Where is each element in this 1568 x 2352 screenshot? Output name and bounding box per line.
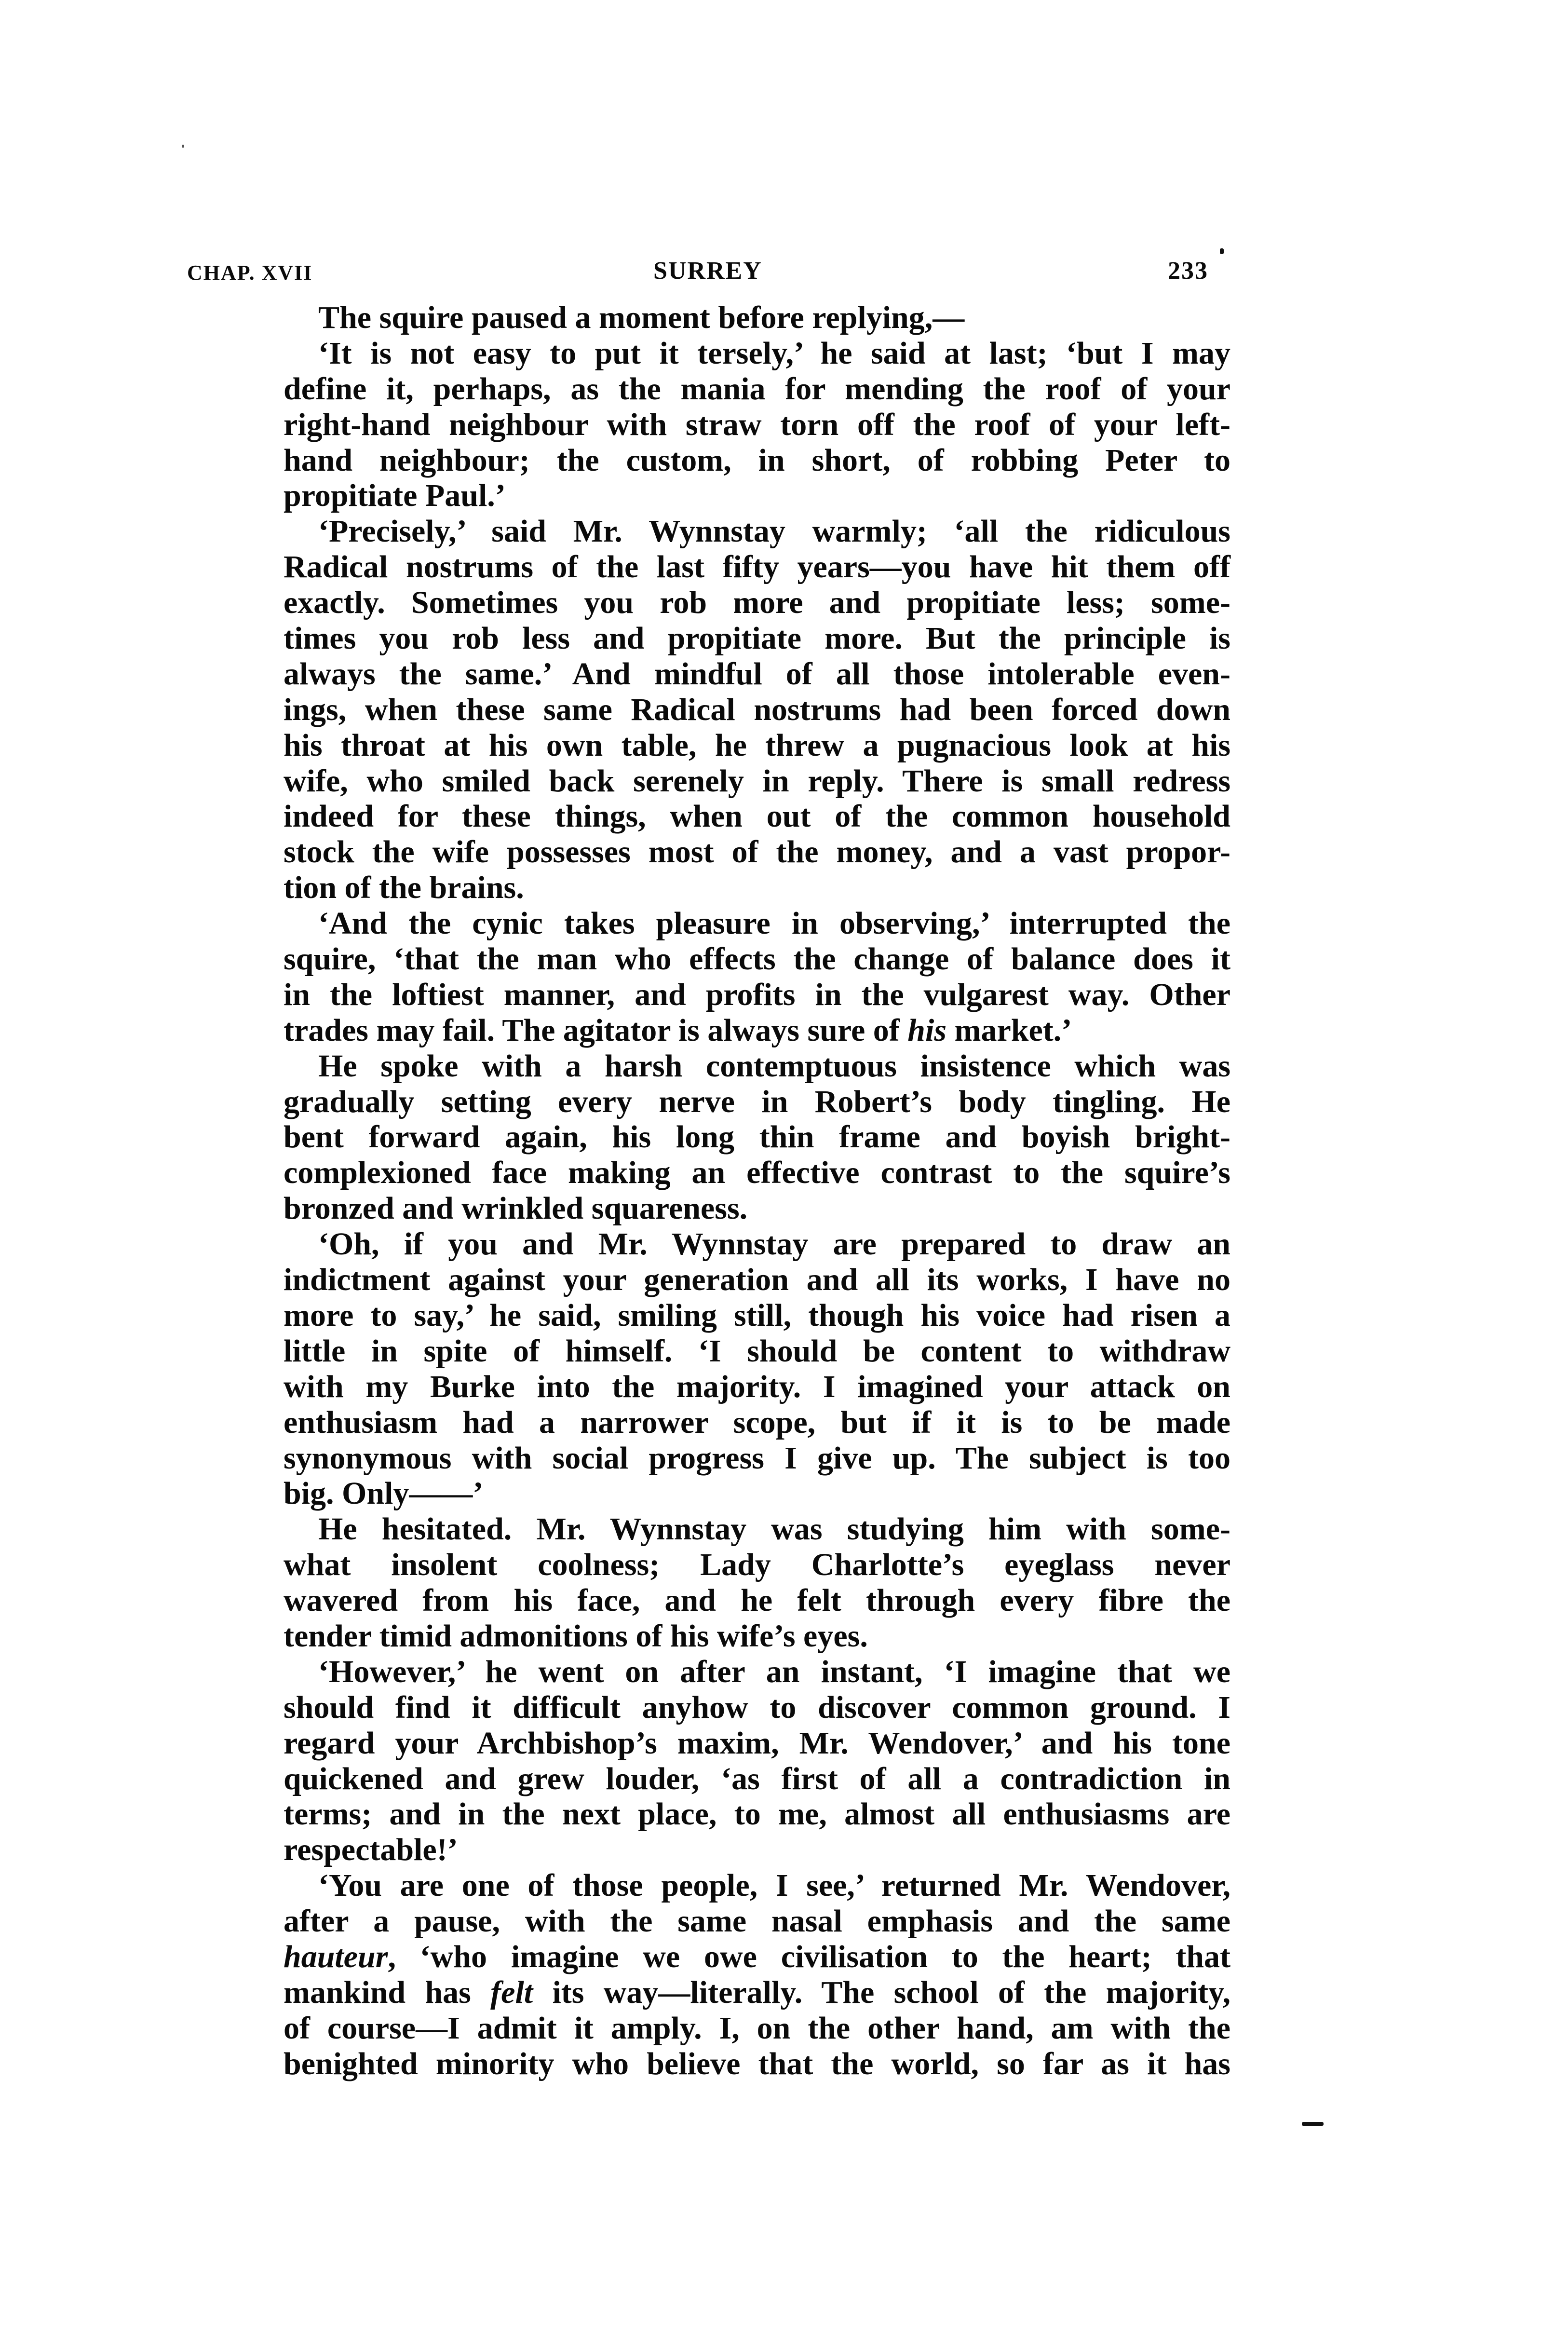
text-line: wavered from his face, and he felt through every fibre the — [284, 1583, 1230, 1618]
chapter-label: CHAP. XVII — [187, 261, 313, 285]
text-line: should find it difficult anyhow to discover common ground. I — [284, 1689, 1230, 1725]
text-line: regard your Archbishop’s maxim, Mr. Wendover,’ and his tone — [284, 1725, 1230, 1761]
scan-dash-mark — [1302, 2122, 1324, 2126]
italic-text: felt — [490, 1974, 533, 2010]
scan-speck — [1220, 248, 1224, 254]
text-line — [284, 1013, 1230, 1048]
text-line: in the loftiest manner, and profits in the vulgarest way. Other — [284, 977, 1230, 1012]
body-text — [284, 300, 1230, 2082]
text-line: respectable!’ — [284, 1832, 458, 1868]
paragraph-first-line: ‘And the cynic takes pleasure in observing,’ interrupted the — [318, 906, 1230, 941]
text-line: define it, perhaps, as the mania for mending the roof of your — [284, 371, 1230, 407]
text-line: benighted minority who believe that the world, so far as it has — [284, 2046, 1230, 2081]
text-line: stock the wife possesses most of the money, and a vast propor- — [284, 834, 1230, 870]
text-line: exactly. Sometimes you rob more and propitiate less; some- — [284, 585, 1230, 621]
text-line: squire, ‘that the man who effects the change of balance does it — [284, 941, 1230, 977]
text-line: with my Burke into the majority. I imagined your attack on — [284, 1369, 1230, 1404]
text-line: always the same.’ And mindful of all those intolerable even- — [284, 656, 1230, 692]
text-line: times you rob less and propitiate more. But the principle is — [284, 621, 1230, 656]
paragraph-first-line: ‘However,’ he went on after an instant, ‘I imagine that we — [318, 1654, 1230, 1689]
text-segment: trades may fail. The agitator is always sure of — [284, 1012, 908, 1048]
paragraph-first-line: ‘Oh, if you and Mr. Wynnstay are prepared to draw an — [318, 1226, 1230, 1262]
paragraph-first-line: He spoke with a harsh contemptuous insistence which was — [318, 1048, 1230, 1084]
text-line: bent forward again, his long thin frame and boyish bright- — [284, 1119, 1230, 1155]
running-title: SURREY — [653, 257, 762, 285]
italic-text: hauteur — [284, 1939, 388, 1974]
page-number: 233 — [1168, 257, 1208, 285]
text-line: complexioned face making an effective contrast to the squire’s — [284, 1155, 1230, 1191]
text-line: bronzed and wrinkled squareness. — [284, 1191, 748, 1226]
text-line — [284, 1939, 1230, 1975]
text-line: his throat at his own table, he threw a pugnacious look at his — [284, 727, 1230, 763]
running-header — [0, 256, 1568, 289]
text-line: of course—I admit it amply. I, on the other hand, am with the — [284, 2010, 1230, 2046]
text-line: gradually setting every nerve in Robert’s body tingling. He — [284, 1084, 1230, 1119]
paragraph-first-line: ‘Precisely,’ said Mr. Wynnstay warmly; ‘all the ridiculous — [318, 514, 1230, 549]
text-line: indictment against your generation and all its works, I have no — [284, 1262, 1230, 1298]
text-line: little in spite of himself. ‘I should be content to withdraw — [284, 1333, 1230, 1369]
text-line: wife, who smiled back serenely in reply. There is small redress — [284, 763, 1230, 799]
text-line: enthusiasm had a narrower scope, but if it is to be made — [284, 1404, 1230, 1440]
paragraph-first-line: ‘You are one of those people, I see,’ returned Mr. Wendover, — [318, 1868, 1230, 1903]
paragraph-first-line: ‘It is not easy to put it tersely,’ he said at last; ‘but I may — [318, 335, 1230, 371]
text-segment: mankind has — [284, 1974, 491, 2010]
paragraph-first-line: The squire paused a moment before replying,— — [318, 300, 965, 335]
paragraph-first-line: He hesitated. Mr. Wynnstay was studying him with some- — [318, 1511, 1230, 1547]
text-line: terms; and in the next place, to me, almost all enthusiasms are — [284, 1796, 1230, 1832]
text-line: hand neighbour; the custom, in short, of robbing Peter to — [284, 442, 1230, 478]
text-segment: its way—literally. The school of the majority, — [533, 1974, 1231, 2010]
text-line: propitiate Paul.’ — [284, 478, 506, 514]
text-line: synonymous with social progress I give up. The subject is too — [284, 1440, 1230, 1476]
scan-speck — [182, 145, 184, 148]
text-line: after a pause, with the same nasal emphasis and the same — [284, 1903, 1230, 1939]
text-segment: , ‘who imagine we owe civilisation to the heart; that — [388, 1939, 1230, 1974]
italic-text: his — [907, 1012, 947, 1048]
text-line: right-hand neighbour with straw torn off the roof of your left- — [284, 407, 1230, 442]
text-line: big. Only——’ — [284, 1476, 484, 1511]
text-line: tion of the brains. — [284, 870, 524, 906]
text-line: tender timid admonitions of his wife’s eyes. — [284, 1618, 868, 1654]
text-line: ings, when these same Radical nostrums had been forced down — [284, 692, 1230, 727]
text-line: more to say,’ he said, smiling still, though his voice had risen a — [284, 1297, 1230, 1333]
text-line: what insolent coolness; Lady Charlotte’s eyeglass never — [284, 1547, 1230, 1583]
text-segment: market.’ — [946, 1012, 1072, 1048]
text-line: Radical nostrums of the last fifty years—you have hit them off — [284, 549, 1230, 585]
text-line: indeed for these things, when out of the common household — [284, 799, 1230, 834]
text-line — [284, 1975, 1230, 2011]
text-line: quickened and grew louder, ‘as first of all a contradiction in — [284, 1761, 1230, 1796]
